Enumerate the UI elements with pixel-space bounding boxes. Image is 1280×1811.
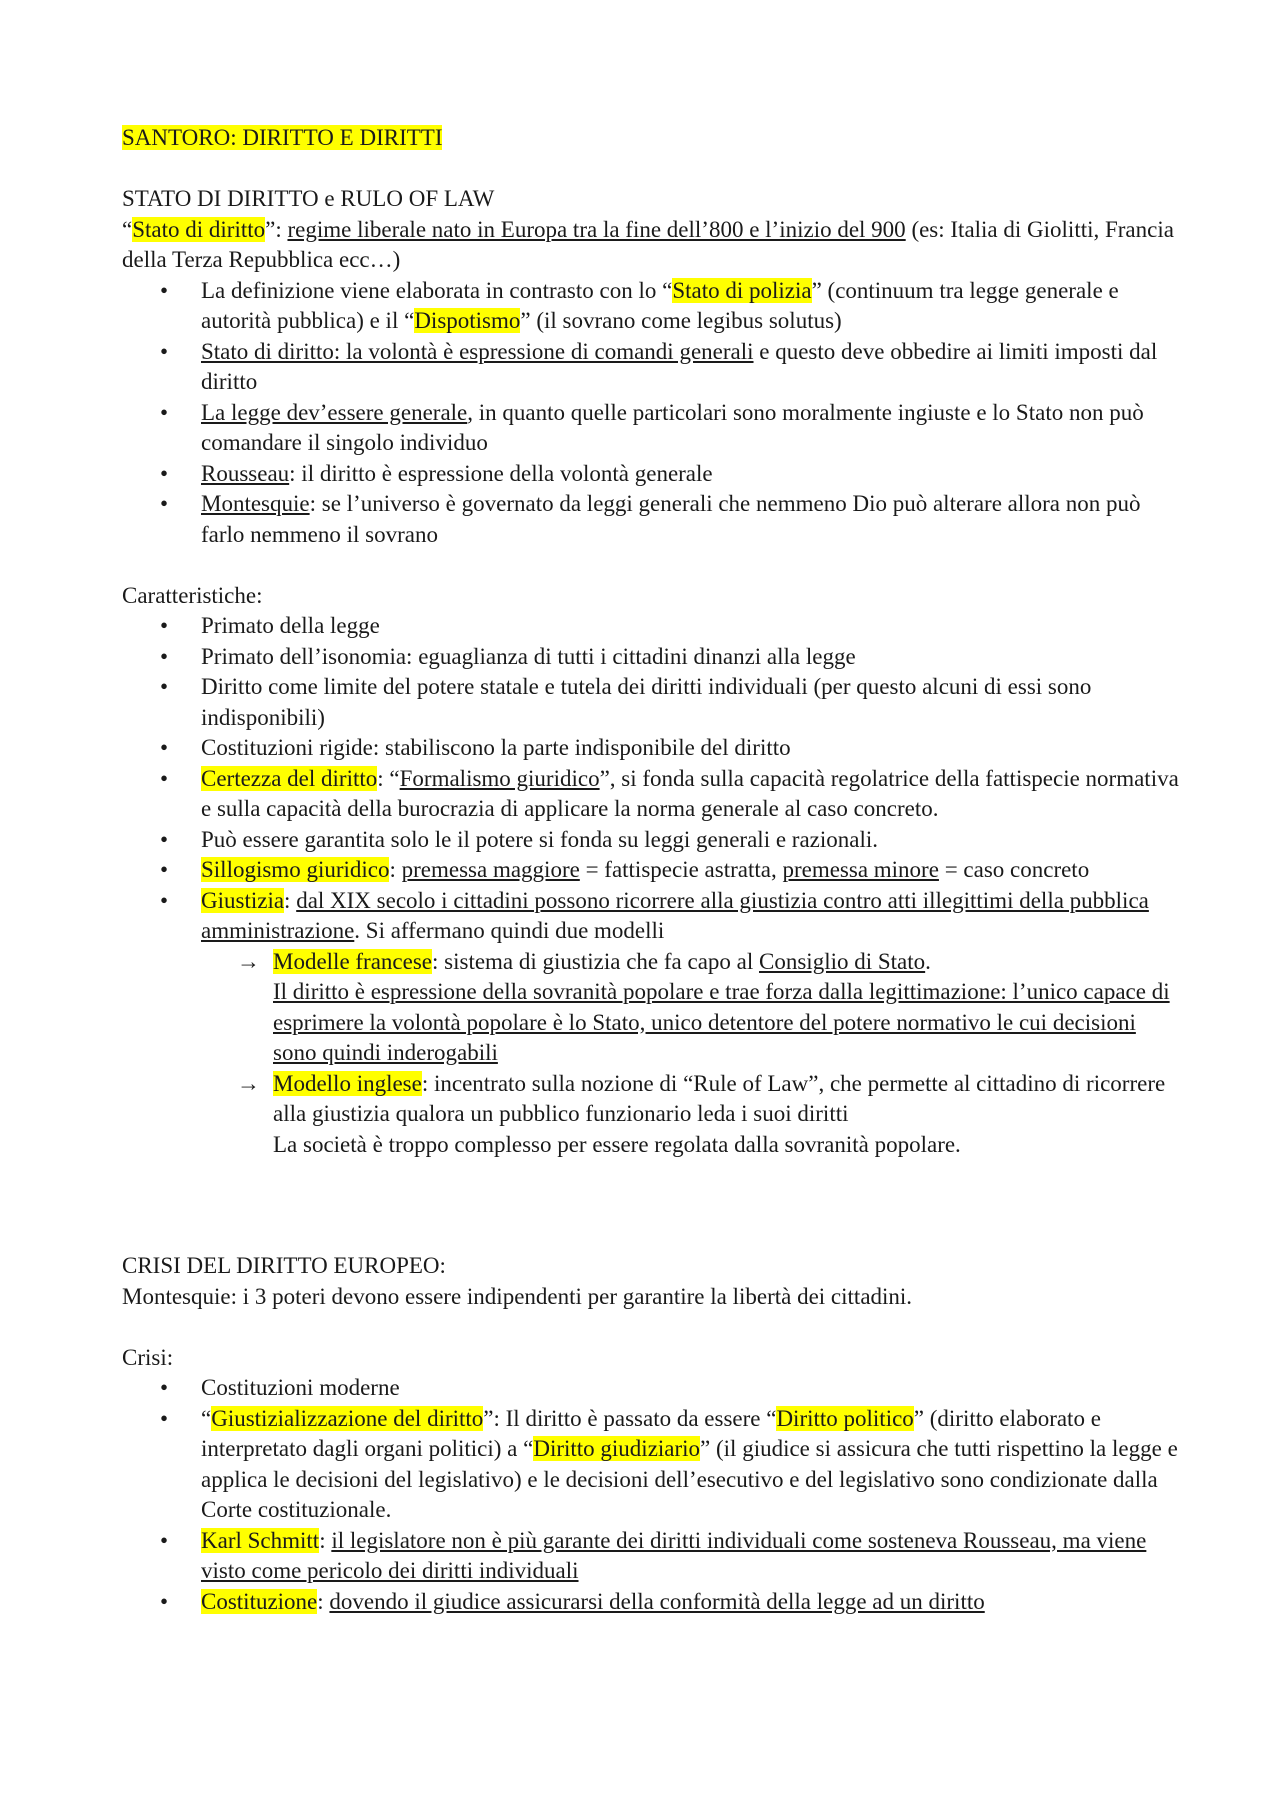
list-item: • “Giustizializzazione del diritto”: Il diritto è passato da essere “Diritto politico” (diritto elaborato e interpretato dagli organi politici) a “Diritto giudiziario” (il giudice si assicura che tutti rispettino la legge e applica le decisioni del legislativo) e le decisioni dell’esecutivo e del legislativo sono condizionate dalla Corte costituzionale. <box>122 1404 1182 1526</box>
list-item: • Costituzioni moderne <box>122 1373 1182 1404</box>
montesquie-paragraph: Montesquie: i 3 poteri devono essere indipendenti per garantire la libertà dei cittadini. <box>122 1283 913 1309</box>
highlight-dispotismo: Dispotismo <box>414 308 521 333</box>
list-item: • Può essere garantita solo le il potere si fonda su leggi generali e razionali. <box>122 825 1182 856</box>
list-item: • Karl Schmitt: il legislatore non è più garante dei diritti individuali come sosteneva Rousseau, ma viene visto come pericolo dei diritti individuali <box>122 1526 1182 1587</box>
arrow-icon: → <box>237 948 260 974</box>
list-item: • Sillogismo giuridico: premessa maggiore = fattispecie astratta, premessa minore = caso concreto <box>122 855 1182 886</box>
highlight-stato-di-polizia: Stato di polizia <box>672 277 812 303</box>
highlight-certezza-del-diritto: Certezza del diritto <box>201 765 378 791</box>
highlight-modelle-francese: Modelle francese <box>273 948 433 974</box>
crisi-list <box>122 1373 1182 1617</box>
list-item: • Primato dell’isonomia: eguaglianza di tutti i cittadini dinanzi alla legge <box>122 642 1182 673</box>
list-item: • Montesquie: se l’universo è governato da leggi generali che nemmeno Dio può alterare allora non può farlo nemmeno il sovrano <box>122 489 1182 550</box>
list-item: • Giustizia: dal XIX secolo i cittadini possono ricorrere alla giustizia contro atti illegittimi della pubblica amministrazione. Si affermano quindi due modelli <box>122 886 1182 947</box>
stato-di-diritto-list <box>122 276 1182 551</box>
highlight-stato-di-diritto: Stato di diritto <box>132 216 266 242</box>
list-item: • Rousseau: il diritto è espressione della volontà generale <box>122 459 1182 490</box>
list-item: • La legge dev’essere generale, in quanto quelle particolari sono moralmente ingiuste e lo Stato non può comandare il singolo individuo <box>122 398 1182 459</box>
section-heading-crisi-diritto-europeo: CRISI DEL DIRITTO EUROPEO: <box>122 1253 446 1278</box>
list-item: • Primato della legge <box>122 611 1182 642</box>
list-item: • Diritto come limite del potere statale e tutela dei diritti individuali (per questo alcuni di essi sono indisponibili) <box>122 672 1182 733</box>
intro-paragraph: “Stato di diritto”: regime liberale nato in Europa tra la fine dell’800 e l’inizio del 900 (es: Italia di Giolitti, Francia della Terza Repubblica ecc…) <box>122 216 1174 272</box>
list-item: • Costituzione: dovendo il giudice assicurarsi della conformità della legge ad un diritto <box>122 1587 1182 1618</box>
section-heading-stato-di-diritto: STATO DI DIRITTO e RULO OF LAW <box>122 186 495 211</box>
arrow-icon: → <box>237 1070 260 1096</box>
section-heading-caratteristiche: Caratteristiche: <box>122 582 263 608</box>
document-title <box>122 123 1182 154</box>
highlight-sillogismo-giuridico: Sillogismo giuridico <box>201 857 390 882</box>
highlight-diritto-politico: Diritto politico <box>776 1405 914 1431</box>
sub-item-modello-francese: → Modelle francese: sistema di giustizia che fa capo al Consiglio di Stato. Il diritto è espressione della sovranità popolare e trae forza dalla legittimazione: l’unico capace di esprimere la volontà popolare è lo Stato, unico detentore del potere normativo le cui decisioni sono quindi inderogabili <box>237 948 1170 1065</box>
list-item: • Certezza del diritto: “Formalismo giuridico”, si fonda sulla capacità regolatrice della fattispecie normativa e sulla capacità della burocrazia di applicare la norma generale al caso concreto. <box>122 764 1182 825</box>
list-item: • Stato di diritto: la volontà è espressione di comandi generali e questo deve obbedire ai limiti imposti dal diritto <box>122 337 1182 398</box>
highlight-modello-inglese: Modello inglese <box>273 1070 422 1096</box>
list-item: • Costituzioni rigide: stabiliscono la parte indisponibile del diritto <box>122 733 1182 764</box>
sub-item-modello-inglese: → Modello inglese: incentrato sulla nozione di “Rule of Law”, che permette al cittadino di ricorrere alla giustizia qualora un pubblico funzionario leda i suoi diritti La società è troppo complesso per essere regolata dalla sovranità popolare. <box>237 1070 1166 1157</box>
highlight-giustizializzazione: Giustizializzazione del diritto <box>211 1405 484 1431</box>
underlined-text: regime liberale nato in Europa tra la fine dell’800 e l’inizio del 900 <box>287 216 906 242</box>
highlight-karl-schmitt: Karl Schmitt <box>201 1527 320 1553</box>
document-page <box>122 123 1182 1617</box>
list-item: • La definizione viene elaborata in contrasto con lo “Stato di polizia” (continuum tra legge generale e autorità pubblica) e il “Dispotismo” (il sovrano come legibus solutus) <box>122 276 1182 337</box>
title-highlight: SANTORO: DIRITTO E DIRITTI <box>122 125 443 150</box>
highlight-giustizia: Giustizia <box>201 887 285 913</box>
caratteristiche-list <box>122 611 1182 947</box>
highlight-diritto-giudiziario: Diritto giudiziario <box>533 1436 701 1461</box>
highlight-costituzione: Costituzione <box>201 1588 318 1614</box>
crisi-label: Crisi: <box>122 1344 174 1370</box>
